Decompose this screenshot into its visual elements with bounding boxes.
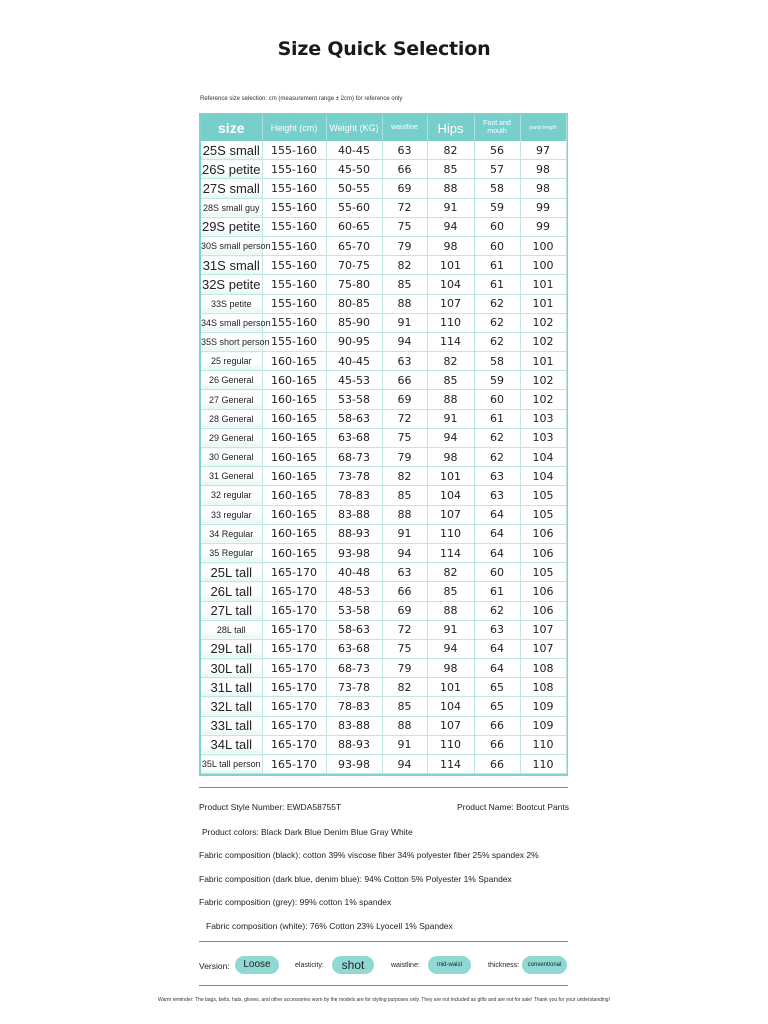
weight-cell: 48-53: [326, 582, 382, 601]
height-cell: 160-165: [262, 543, 326, 562]
divider: [199, 787, 568, 788]
hips-cell: 101: [427, 467, 474, 486]
foot-mouth-cell: 59: [474, 198, 520, 217]
foot-mouth-cell: 59: [474, 371, 520, 390]
size-cell: 30 General: [201, 448, 262, 467]
table-row: [201, 179, 566, 198]
weight-cell: 58-63: [326, 409, 382, 428]
size-cell: 28 General: [201, 409, 262, 428]
size-cell: 32 regular: [201, 486, 262, 505]
hips-cell: 107: [427, 505, 474, 524]
weight-cell: 40-45: [326, 352, 382, 371]
waistline-cell: 63: [382, 141, 427, 160]
height-cell: 165-170: [262, 582, 326, 601]
foot-mouth-cell: 61: [474, 409, 520, 428]
waistline-cell: 75: [382, 217, 427, 236]
pants-length-cell: 108: [520, 678, 566, 697]
header-waistline: waistline: [382, 115, 427, 141]
waistline-cell: 66: [382, 160, 427, 179]
waistline-cell: 94: [382, 755, 427, 774]
waistline-cell: 82: [382, 256, 427, 275]
hips-cell: 104: [427, 486, 474, 505]
waistline-cell: 72: [382, 198, 427, 217]
foot-mouth-cell: 61: [474, 582, 520, 601]
table-row: [201, 217, 566, 236]
size-cell: 35 Regular: [201, 543, 262, 562]
size-cell: 32L tall: [201, 697, 262, 716]
hips-cell: 98: [427, 659, 474, 678]
pants-length-cell: 103: [520, 428, 566, 447]
table-row: [201, 486, 566, 505]
product-name: Product Name: Bootcut Pants: [457, 802, 569, 812]
table-row: [201, 294, 566, 313]
table-row: [201, 160, 566, 179]
table-row: [201, 448, 566, 467]
foot-mouth-cell: 66: [474, 716, 520, 735]
table-row: [201, 505, 566, 524]
weight-cell: 58-63: [326, 620, 382, 639]
size-cell: 33 regular: [201, 505, 262, 524]
fabric-dark-blue: Fabric composition (dark blue, denim blue): 94% Cotton 5% Polyester 1% Spandex: [199, 874, 512, 884]
pants-length-cell: 98: [520, 160, 566, 179]
waistline-cell: 63: [382, 352, 427, 371]
pants-length-cell: 101: [520, 352, 566, 371]
weight-cell: 53-58: [326, 390, 382, 409]
version-label: Version:: [199, 961, 230, 971]
waistline-cell: 72: [382, 409, 427, 428]
size-cell: 34S small person: [201, 313, 262, 332]
table-row: [201, 755, 566, 774]
size-cell: 34L tall: [201, 735, 262, 754]
pants-length-cell: 102: [520, 332, 566, 351]
pants-length-cell: 107: [520, 620, 566, 639]
waistline-cell: 69: [382, 179, 427, 198]
height-cell: 155-160: [262, 236, 326, 255]
foot-mouth-cell: 57: [474, 160, 520, 179]
version-badge: Loose: [235, 956, 279, 974]
weight-cell: 78-83: [326, 486, 382, 505]
waistline-cell: 79: [382, 659, 427, 678]
hips-cell: 114: [427, 332, 474, 351]
foot-mouth-cell: 64: [474, 543, 520, 562]
hips-cell: 85: [427, 160, 474, 179]
waistline-cell: 79: [382, 448, 427, 467]
product-colors: Product colors: Black Dark Blue Denim Blue Gray White: [202, 827, 413, 837]
table-row: [201, 428, 566, 447]
waistline-cell: 94: [382, 543, 427, 562]
table-row: [201, 716, 566, 735]
foot-mouth-cell: 62: [474, 428, 520, 447]
hips-cell: 107: [427, 716, 474, 735]
foot-mouth-cell: 58: [474, 352, 520, 371]
weight-cell: 78-83: [326, 697, 382, 716]
weight-cell: 60-65: [326, 217, 382, 236]
hips-cell: 85: [427, 371, 474, 390]
header-foot-mouth: Foot and mouth: [474, 115, 520, 141]
weight-cell: 45-53: [326, 371, 382, 390]
foot-mouth-cell: 63: [474, 620, 520, 639]
table-row: [201, 524, 566, 543]
height-cell: 165-170: [262, 620, 326, 639]
size-cell: 35S short person: [201, 332, 262, 351]
waistline-cell: 85: [382, 697, 427, 716]
height-cell: 165-170: [262, 755, 326, 774]
product-style-number: Product Style Number: EWDA58755T: [199, 802, 342, 812]
weight-cell: 83-88: [326, 505, 382, 524]
header-hips: Hips: [427, 115, 474, 141]
pants-length-cell: 106: [520, 524, 566, 543]
table-row: [201, 697, 566, 716]
height-cell: 165-170: [262, 697, 326, 716]
foot-mouth-cell: 58: [474, 179, 520, 198]
pants-length-cell: 102: [520, 313, 566, 332]
weight-cell: 50-55: [326, 179, 382, 198]
hips-cell: 82: [427, 563, 474, 582]
size-cell: 27 General: [201, 390, 262, 409]
waistline-cell: 75: [382, 428, 427, 447]
divider: [199, 985, 568, 986]
pants-length-cell: 101: [520, 294, 566, 313]
weight-cell: 53-58: [326, 601, 382, 620]
pants-length-cell: 105: [520, 563, 566, 582]
size-cell: 29 General: [201, 428, 262, 447]
size-cell: 26S petite: [201, 160, 262, 179]
waistline-cell: 66: [382, 582, 427, 601]
size-cell: 33L tall: [201, 716, 262, 735]
pants-length-cell: 101: [520, 275, 566, 294]
hips-cell: 91: [427, 409, 474, 428]
thickness-badge: conventional: [522, 956, 567, 974]
waistline-badge: mid-waist: [428, 956, 471, 974]
warm-reminder: Warm reminder: The bags, belts, hats, gloves, and other accessories worn by the models are for styling purposes only. They are not included as gifts and are not for sale! Thank you for your understanding!: [158, 997, 610, 1003]
height-cell: 155-160: [262, 217, 326, 236]
foot-mouth-cell: 62: [474, 448, 520, 467]
waistline-cell: 63: [382, 563, 427, 582]
fabric-grey: Fabric composition (grey): 99% cotton 1% spandex: [199, 897, 392, 907]
pants-length-cell: 103: [520, 409, 566, 428]
foot-mouth-cell: 64: [474, 639, 520, 658]
foot-mouth-cell: 62: [474, 313, 520, 332]
hips-cell: 110: [427, 313, 474, 332]
size-table: [201, 115, 567, 774]
size-cell: 27S small: [201, 179, 262, 198]
size-cell: 29L tall: [201, 639, 262, 658]
weight-cell: 65-70: [326, 236, 382, 255]
height-cell: 165-170: [262, 659, 326, 678]
size-cell: 26L tall: [201, 582, 262, 601]
foot-mouth-cell: 60: [474, 390, 520, 409]
waistline-cell: 85: [382, 486, 427, 505]
size-cell: 31S small: [201, 256, 262, 275]
pants-length-cell: 105: [520, 505, 566, 524]
table-row: [201, 275, 566, 294]
table-row: [201, 601, 566, 620]
pants-length-cell: 107: [520, 639, 566, 658]
size-cell: 28L tall: [201, 620, 262, 639]
table-row: [201, 390, 566, 409]
waistline-cell: 91: [382, 524, 427, 543]
foot-mouth-cell: 65: [474, 697, 520, 716]
waistline-cell: 66: [382, 371, 427, 390]
pants-length-cell: 110: [520, 735, 566, 754]
height-cell: 165-170: [262, 601, 326, 620]
size-cell: 28S small guy: [201, 198, 262, 217]
hips-cell: 94: [427, 428, 474, 447]
table-row: [201, 198, 566, 217]
table-row: [201, 735, 566, 754]
waistline-cell: 72: [382, 620, 427, 639]
height-cell: 165-170: [262, 563, 326, 582]
height-cell: 155-160: [262, 313, 326, 332]
height-cell: 155-160: [262, 275, 326, 294]
height-cell: 160-165: [262, 524, 326, 543]
foot-mouth-cell: 62: [474, 601, 520, 620]
pants-length-cell: 102: [520, 371, 566, 390]
hips-cell: 110: [427, 735, 474, 754]
hips-cell: 88: [427, 390, 474, 409]
hips-cell: 94: [427, 639, 474, 658]
hips-cell: 107: [427, 294, 474, 313]
table-row: [201, 543, 566, 562]
size-cell: 27L tall: [201, 601, 262, 620]
height-cell: 155-160: [262, 179, 326, 198]
hips-cell: 104: [427, 697, 474, 716]
elasticity-badge: shot: [332, 956, 374, 974]
size-cell: 25L tall: [201, 563, 262, 582]
height-cell: 165-170: [262, 735, 326, 754]
foot-mouth-cell: 66: [474, 735, 520, 754]
weight-cell: 63-68: [326, 428, 382, 447]
waistline-cell: 88: [382, 505, 427, 524]
weight-cell: 68-73: [326, 448, 382, 467]
hips-cell: 101: [427, 678, 474, 697]
weight-cell: 88-93: [326, 524, 382, 543]
foot-mouth-cell: 62: [474, 332, 520, 351]
pants-length-cell: 109: [520, 697, 566, 716]
foot-mouth-cell: 64: [474, 505, 520, 524]
weight-cell: 93-98: [326, 543, 382, 562]
weight-cell: 90-95: [326, 332, 382, 351]
table-row: [201, 409, 566, 428]
size-cell: 34 Regular: [201, 524, 262, 543]
table-row: [201, 467, 566, 486]
waistline-cell: 91: [382, 735, 427, 754]
hips-cell: 98: [427, 236, 474, 255]
foot-mouth-cell: 62: [474, 294, 520, 313]
foot-mouth-cell: 64: [474, 659, 520, 678]
foot-mouth-cell: 60: [474, 236, 520, 255]
table-row: [201, 256, 566, 275]
foot-mouth-cell: 65: [474, 678, 520, 697]
height-cell: 165-170: [262, 639, 326, 658]
weight-cell: 40-45: [326, 141, 382, 160]
waistline-cell: 69: [382, 601, 427, 620]
height-cell: 160-165: [262, 390, 326, 409]
waistline-cell: 88: [382, 294, 427, 313]
height-cell: 160-165: [262, 505, 326, 524]
size-cell: 29S petite: [201, 217, 262, 236]
waistline-cell: 88: [382, 716, 427, 735]
pants-length-cell: 100: [520, 256, 566, 275]
fabric-black: Fabric composition (black): cotton 39% viscose fiber 34% polyester fiber 25% spandex 2%: [199, 850, 539, 860]
size-cell: 31 General: [201, 467, 262, 486]
header-pants-length: pants length: [520, 115, 566, 141]
foot-mouth-cell: 63: [474, 467, 520, 486]
pants-length-cell: 102: [520, 390, 566, 409]
weight-cell: 73-78: [326, 678, 382, 697]
header-size: size: [201, 115, 262, 141]
height-cell: 160-165: [262, 467, 326, 486]
table-row: [201, 236, 566, 255]
hips-cell: 98: [427, 448, 474, 467]
product-attributes: [199, 955, 568, 977]
foot-mouth-cell: 56: [474, 141, 520, 160]
size-cell: 25 regular: [201, 352, 262, 371]
hips-cell: 114: [427, 755, 474, 774]
elasticity-label: elasticity:: [295, 962, 324, 969]
height-cell: 165-170: [262, 716, 326, 735]
divider: [199, 941, 568, 942]
height-cell: 155-160: [262, 198, 326, 217]
header-weight: Weight (KG): [326, 115, 382, 141]
size-cell: 30L tall: [201, 659, 262, 678]
hips-cell: 101: [427, 256, 474, 275]
weight-cell: 85-90: [326, 313, 382, 332]
hips-cell: 85: [427, 582, 474, 601]
height-cell: 160-165: [262, 448, 326, 467]
hips-cell: 94: [427, 217, 474, 236]
table-row: [201, 678, 566, 697]
height-cell: 160-165: [262, 409, 326, 428]
weight-cell: 55-60: [326, 198, 382, 217]
table-row: [201, 582, 566, 601]
pants-length-cell: 99: [520, 217, 566, 236]
table-row: [201, 639, 566, 658]
height-cell: 155-160: [262, 141, 326, 160]
hips-cell: 104: [427, 275, 474, 294]
table-row: [201, 352, 566, 371]
height-cell: 165-170: [262, 678, 326, 697]
height-cell: 160-165: [262, 352, 326, 371]
weight-cell: 63-68: [326, 639, 382, 658]
foot-mouth-cell: 66: [474, 755, 520, 774]
weight-cell: 73-78: [326, 467, 382, 486]
height-cell: 155-160: [262, 160, 326, 179]
weight-cell: 70-75: [326, 256, 382, 275]
height-cell: 155-160: [262, 294, 326, 313]
waistline-cell: 91: [382, 313, 427, 332]
pants-length-cell: 106: [520, 582, 566, 601]
pants-length-cell: 110: [520, 755, 566, 774]
table-row: [201, 620, 566, 639]
pants-length-cell: 99: [520, 198, 566, 217]
waistline-cell: 82: [382, 678, 427, 697]
waistline-cell: 79: [382, 236, 427, 255]
weight-cell: 45-50: [326, 160, 382, 179]
table-row: [201, 659, 566, 678]
table-row: [201, 332, 566, 351]
size-cell: 35L tall person: [201, 755, 262, 774]
pants-length-cell: 106: [520, 543, 566, 562]
page-title: Size Quick Selection: [277, 38, 491, 60]
height-cell: 155-160: [262, 332, 326, 351]
size-cell: 30S small person: [201, 236, 262, 255]
size-cell: 33S petite: [201, 294, 262, 313]
hips-cell: 91: [427, 198, 474, 217]
foot-mouth-cell: 60: [474, 563, 520, 582]
weight-cell: 83-88: [326, 716, 382, 735]
pants-length-cell: 104: [520, 448, 566, 467]
header-height: Height (cm): [262, 115, 326, 141]
foot-mouth-cell: 60: [474, 217, 520, 236]
weight-cell: 88-93: [326, 735, 382, 754]
foot-mouth-cell: 61: [474, 256, 520, 275]
pants-length-cell: 109: [520, 716, 566, 735]
pants-length-cell: 100: [520, 236, 566, 255]
foot-mouth-cell: 63: [474, 486, 520, 505]
height-cell: 160-165: [262, 428, 326, 447]
pants-length-cell: 106: [520, 601, 566, 620]
hips-cell: 114: [427, 543, 474, 562]
foot-mouth-cell: 64: [474, 524, 520, 543]
table-row: [201, 313, 566, 332]
weight-cell: 80-85: [326, 294, 382, 313]
size-cell: 26 General: [201, 371, 262, 390]
hips-cell: 91: [427, 620, 474, 639]
fabric-white: Fabric composition (white): 76% Cotton 23% Lyocell 1% Spandex: [206, 921, 453, 931]
table-row: [201, 141, 566, 160]
foot-mouth-cell: 61: [474, 275, 520, 294]
height-cell: 160-165: [262, 486, 326, 505]
table-row: [201, 371, 566, 390]
table-body: [201, 141, 566, 774]
pants-length-cell: 104: [520, 467, 566, 486]
thickness-label: thickness:: [488, 962, 520, 969]
weight-cell: 68-73: [326, 659, 382, 678]
waistline-cell: 69: [382, 390, 427, 409]
pants-length-cell: 105: [520, 486, 566, 505]
waistline-cell: 82: [382, 467, 427, 486]
hips-cell: 88: [427, 179, 474, 198]
table-row: [201, 563, 566, 582]
pants-length-cell: 108: [520, 659, 566, 678]
height-cell: 160-165: [262, 371, 326, 390]
pants-length-cell: 97: [520, 141, 566, 160]
hips-cell: 88: [427, 601, 474, 620]
waistline-cell: 75: [382, 639, 427, 658]
weight-cell: 93-98: [326, 755, 382, 774]
pants-length-cell: 98: [520, 179, 566, 198]
size-chart: [199, 113, 568, 776]
weight-cell: 75-80: [326, 275, 382, 294]
hips-cell: 82: [427, 352, 474, 371]
table-header-row: [201, 115, 566, 141]
size-cell: 31L tall: [201, 678, 262, 697]
waistline-cell: 85: [382, 275, 427, 294]
size-cell: 32S petite: [201, 275, 262, 294]
hips-cell: 82: [427, 141, 474, 160]
waistline-label: waistline:: [391, 962, 420, 969]
height-cell: 155-160: [262, 256, 326, 275]
reference-note: Reference size selection: cm (measurement range ± 2cm) for reference only: [200, 96, 403, 102]
weight-cell: 40-48: [326, 563, 382, 582]
waistline-cell: 94: [382, 332, 427, 351]
hips-cell: 110: [427, 524, 474, 543]
size-cell: 25S small: [201, 141, 262, 160]
